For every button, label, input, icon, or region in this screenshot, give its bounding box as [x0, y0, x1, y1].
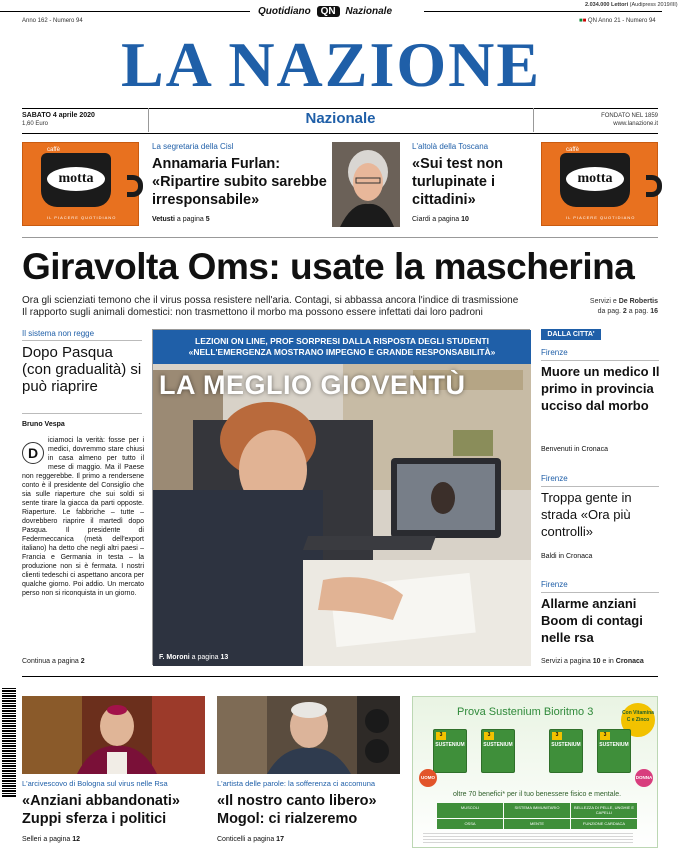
sustenium-ad[interactable]: Prova Sustenium Bioritmo 3 Con Vitamina C e Zinco 3 SUSTENIUM 3 SUSTENIUM 3 SUSTENIUM 3 SUSTENIUM UOMO DONNA oltre 70 benefici* per il tuo benessere fisico e mentale. MUSCOLI SISTEMA IMMUNITARIO BELLEZZA DI PELLE, UNGHIE E CAPELLI OSSA MENTE FUNZIONE CARDIACA: [412, 696, 658, 848]
city-3-headline[interactable]: Allarme anziani Boom di contagi nelle rsa: [541, 596, 643, 645]
city-header: DALLA CITTA': [541, 329, 601, 340]
main-headline[interactable]: Giravolta Oms: usate la mascherina: [22, 246, 635, 287]
city-2-headline[interactable]: Troppa gente in strada «Ora più controlli»: [541, 490, 632, 539]
issue-date: SABATO 4 aprile 2020: [22, 112, 95, 119]
city-1-byline: Benvenuti in Cronaca: [541, 446, 608, 453]
bottom-left-byline: Selleri a pagina 12: [22, 836, 81, 843]
editorial-author: Bruno Vespa: [22, 421, 65, 428]
center-overlay-title: LA MEGLIO GIOVENTÙ: [159, 370, 466, 400]
issue-price: 1,60 Euro: [22, 121, 49, 127]
qn-brand: Quotidiano QN Nazionale: [258, 6, 393, 17]
city-1-headline[interactable]: Muore un medico Il primo in provincia ucciso dal morbo: [541, 364, 660, 413]
ad-fineprint: [423, 833, 633, 845]
furlan-photo: [332, 142, 400, 227]
motta-ad-right[interactable]: motta caffè IL PIACERE QUOTIDIANO: [541, 142, 658, 226]
bottom-mid-kicker: L'artista delle parole: la sofferenza ci accomuna: [217, 779, 376, 788]
editorial-headline[interactable]: Dopo Pasqua (con gradualità) si può riaprire: [22, 344, 142, 395]
main-subhead-2: Il rapporto sugli animali domestici: non trasmettono il morbo ma possono essere infettati dai loro padroni: [22, 307, 483, 318]
qn-logo: QN: [317, 6, 340, 17]
city-1-kicker: Firenze: [541, 348, 568, 357]
anno-right: ■■ QN Anno 21 - Numero 94: [579, 18, 656, 24]
bottom-mid-byline: Conticelli a pagina 17: [217, 836, 284, 843]
center-photo-story[interactable]: [152, 329, 530, 665]
zuppi-photo: [22, 696, 205, 774]
teaser-right-kicker: L'altolà della Toscana: [412, 142, 489, 151]
teaser-left-kicker: La segretaria della Cisl: [152, 142, 234, 151]
teaser-left-byline: Vetusti a pagina 5: [152, 216, 210, 223]
barcode: [2, 688, 16, 798]
city-3-byline: Servizi a pagina 10 e in Cronaca: [541, 658, 644, 665]
founded: FONDATO NEL 1859: [601, 113, 658, 119]
editorial-body: D iciamoci la verità: fosse per i medici, dovremmo stare chiusi in casa almeno per tutto il mese di maggio. Ma il Paese non reggerebbe. Il primo a rendersene conto è il presidente del Consiglio che sia sulle riaperture che sui soldi si sente tirare la giacca da parti opposte. Riaperture. Le fabbriche – tutte – dovrebbero riaprire il martedì dopo Pasqua. Il presidente di Federmeccanica (metà dell'export italiano) ha detto che negli altri paesi – Francia e Germania in testa – la produzione non si è fermata. I nostri clienti tedeschi ci aspettano ancora per qualche giorno. Poi addio. Un mercato perso non si riconquista in un giorno.: [22, 437, 144, 597]
center-credit: F. Moroni a pagina 13: [159, 654, 229, 661]
sustenium-benefits: MUSCOLI SISTEMA IMMUNITARIO BELLEZZA DI PELLE, UNGHIE E CAPELLI OSSA MENTE FUNZIONE CARDIACA: [437, 803, 637, 829]
masthead-title: LA NAZIONE: [120, 29, 542, 100]
edition-label: Nazionale: [305, 110, 376, 127]
main-subhead-1: Ora gli scienziati temono che il virus possa resistere nell'aria. Contagi, si abbassa ancora l'indice di trasmissione: [22, 295, 519, 306]
teaser-right-headline[interactable]: «Sui test non turlupinate i cittadini»: [412, 156, 504, 208]
vitamin-badge: Con Vitamina C e Zinco: [621, 703, 655, 737]
readers-info: 2.034.000 Lettori (Audipress 2019/III): [585, 2, 678, 8]
main-services: Servizi e De Robertis da pag. 2 a pag. 16: [589, 298, 658, 315]
motta-ad-left[interactable]: motta caffè IL PIACERE QUOTIDIANO: [22, 142, 139, 226]
bottom-left-kicker: L'arcivescovo di Bologna sul virus nelle Rsa: [22, 779, 168, 788]
city-2-byline: Baldi in Cronaca: [541, 553, 593, 560]
city-2-kicker: Firenze: [541, 474, 568, 483]
bottom-left-headline[interactable]: «Anziani abbandonati» Zuppi sferza i politici: [22, 793, 180, 827]
bottom-mid-headline[interactable]: «Il nostro canto libero» Mogol: ci rialzeremo: [217, 793, 377, 827]
teaser-right-byline: Ciardi a pagina 10: [412, 216, 469, 223]
dropcap: D: [22, 442, 44, 464]
mogol-photo: [217, 696, 400, 774]
website: www.lanazione.it: [613, 121, 658, 127]
teaser-left-headline[interactable]: Annamaria Furlan: «Ripartire subito sarebbe irresponsabile»: [152, 156, 327, 208]
anno-left: Anno 162 - Numero 94: [22, 18, 83, 24]
sustenium-title: Prova Sustenium Bioritmo 3: [457, 706, 594, 718]
editorial-continue[interactable]: Continua a pagina 2: [22, 658, 85, 665]
center-strap: LEZIONI ON LINE, PROF SORPRESI DALLA RISPOSTA DEGLI STUDENTI «NELL'EMERGENZA MOSTRANO IMPEGNO E GRANDE RESPONSABILITÀ»: [153, 330, 531, 364]
editorial-kicker: Il sistema non regge: [22, 329, 95, 338]
sustenium-claim: oltre 70 benefici* per il tuo benessere fisico e mentale.: [452, 791, 622, 798]
city-3-kicker: Firenze: [541, 580, 568, 589]
